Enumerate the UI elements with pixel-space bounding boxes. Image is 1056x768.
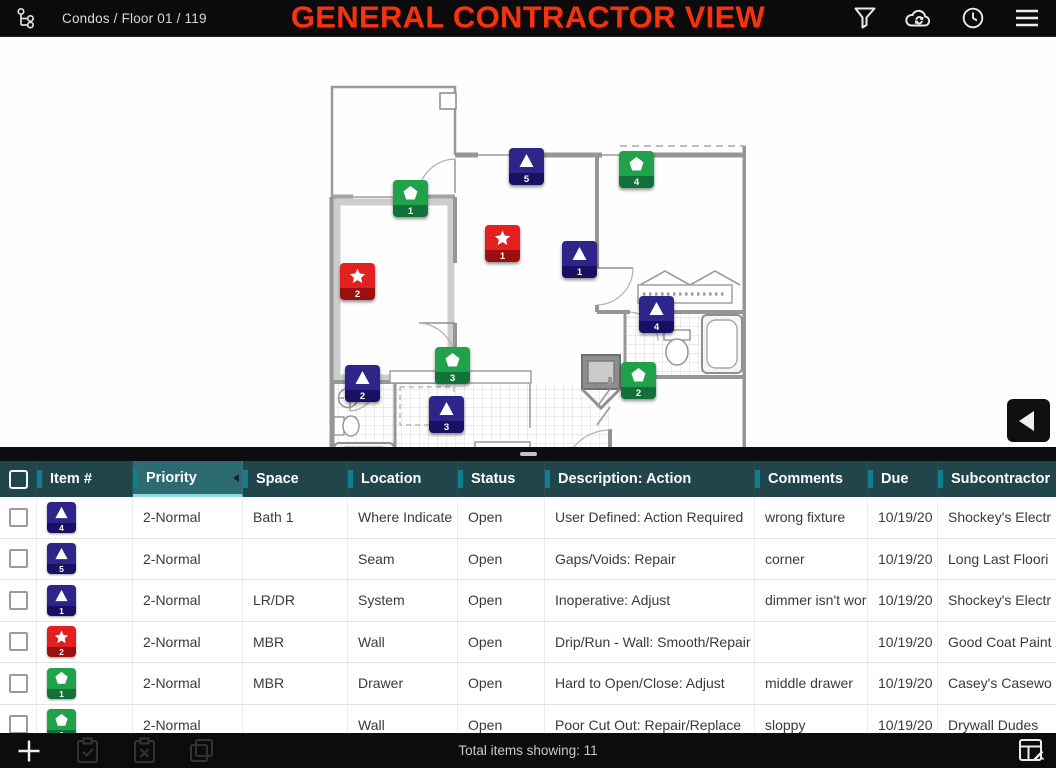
cell-due: 10/19/20 bbox=[868, 497, 938, 538]
cell-comments: corner bbox=[755, 539, 868, 580]
clipboard-x-icon[interactable] bbox=[129, 736, 159, 766]
select-all-checkbox-cell bbox=[0, 461, 37, 497]
pin-number: 3 bbox=[429, 421, 464, 433]
item-pin-triangle: 4 bbox=[47, 502, 76, 533]
column-header-description[interactable]: Description: Action bbox=[545, 461, 755, 497]
cell-location: System bbox=[348, 580, 458, 621]
select-all-checkbox[interactable] bbox=[9, 470, 28, 489]
plan-pin-pentagon-4[interactable] bbox=[619, 151, 654, 188]
filter-icon[interactable] bbox=[850, 3, 880, 33]
triangle-icon bbox=[345, 365, 380, 390]
item-pin-star: 2 bbox=[47, 626, 76, 657]
plan-pin-star-2[interactable] bbox=[340, 263, 375, 300]
pentagon-icon bbox=[47, 709, 76, 730]
cell-space: MBR bbox=[243, 663, 348, 704]
cell-subcontractor: Shockey's Electr bbox=[948, 509, 1052, 526]
column-header-priority[interactable]: Priority bbox=[133, 461, 243, 497]
column-header-location[interactable]: Location bbox=[348, 461, 458, 497]
star-icon bbox=[485, 225, 520, 250]
cell-status: Open bbox=[458, 663, 545, 704]
triangle-icon bbox=[47, 543, 76, 564]
cell-status: Open bbox=[458, 580, 545, 621]
column-accent bbox=[133, 469, 138, 487]
pin-number: 4 bbox=[639, 321, 674, 333]
cell-priority: 2-Normal bbox=[133, 622, 243, 663]
cell-due: 10/19/20 bbox=[868, 705, 938, 746]
column-header-subcontractor[interactable]: Subcontractor bbox=[938, 461, 1056, 497]
cell-description: Hard to Open/Close: Adjust bbox=[545, 663, 755, 704]
plan-pin-pentagon-1[interactable] bbox=[393, 180, 428, 217]
triangle-icon bbox=[509, 148, 544, 173]
plan-pin-triangle-1[interactable] bbox=[562, 241, 597, 278]
pentagon-icon bbox=[621, 362, 656, 387]
pin-number: 5 bbox=[509, 173, 544, 185]
cell-description: User Defined: Action Required bbox=[545, 497, 755, 538]
table-row[interactable] bbox=[0, 622, 1056, 664]
top-toolbar bbox=[0, 0, 1056, 37]
pane-divider bbox=[0, 447, 1056, 461]
cell-location: Where Indicate bbox=[348, 497, 458, 538]
cell-due: 10/19/20 bbox=[868, 580, 938, 621]
cell-location: Drawer bbox=[348, 663, 458, 704]
cell-location: Wall bbox=[348, 705, 458, 746]
column-accent bbox=[938, 470, 943, 488]
total-items-label: Total items showing: 11 bbox=[458, 743, 598, 758]
cell-subcontractor: Good Coat Paint bbox=[948, 633, 1052, 650]
duplicate-icon[interactable] bbox=[186, 736, 216, 766]
cell-priority: 2-Normal bbox=[133, 497, 243, 538]
column-header-status[interactable]: Status bbox=[458, 461, 545, 497]
row-checkbox[interactable] bbox=[9, 674, 28, 693]
column-accent bbox=[755, 470, 760, 488]
pin-number: 2 bbox=[345, 390, 380, 402]
cell-comments bbox=[755, 622, 868, 663]
cell-location: Seam bbox=[348, 539, 458, 580]
cell-priority: 2-Normal bbox=[133, 539, 243, 580]
hierarchy-icon[interactable] bbox=[12, 3, 42, 33]
triangle-icon bbox=[47, 502, 76, 523]
plan-pin-triangle-4[interactable] bbox=[639, 296, 674, 333]
item-pin-triangle: 5 bbox=[47, 543, 76, 574]
divider-drag-handle[interactable] bbox=[520, 452, 537, 456]
cell-due: 10/19/20 bbox=[868, 663, 938, 704]
pentagon-icon bbox=[619, 151, 654, 176]
cell-comments: sloppy bbox=[755, 705, 868, 746]
pin-number: 1 bbox=[393, 205, 428, 217]
menu-icon[interactable] bbox=[1012, 3, 1042, 33]
page-title: GENERAL CONTRACTOR VIEW bbox=[290, 0, 766, 35]
cell-space: MBR bbox=[243, 622, 348, 663]
cell-status: Open bbox=[458, 705, 545, 746]
chevron-left-icon bbox=[1019, 411, 1034, 431]
pin-number: 4 bbox=[619, 176, 654, 188]
plan-pin-triangle-5[interactable] bbox=[509, 148, 544, 185]
cell-description: Gaps/Voids: Repair bbox=[545, 539, 755, 580]
cell-status: Open bbox=[458, 497, 545, 538]
row-checkbox[interactable] bbox=[9, 591, 28, 610]
cell-description: Inoperative: Adjust bbox=[545, 580, 755, 621]
cell-space: LR/DR bbox=[243, 580, 348, 621]
pentagon-icon bbox=[393, 180, 428, 205]
cell-due: 10/19/20 bbox=[868, 622, 938, 663]
table-row[interactable] bbox=[0, 663, 1056, 705]
sort-caret-icon bbox=[233, 474, 239, 482]
cell-subcontractor: Shockey's Electr bbox=[948, 592, 1052, 609]
row-checkbox[interactable] bbox=[9, 715, 28, 734]
row-checkbox[interactable] bbox=[9, 632, 28, 651]
add-item-icon[interactable] bbox=[14, 736, 44, 766]
cloud-sync-icon[interactable] bbox=[904, 3, 934, 33]
plan-pin-star-1[interactable] bbox=[485, 225, 520, 262]
cell-description: Drip/Run - Wall: Smooth/Repair bbox=[545, 622, 755, 663]
plan-pin-triangle-2[interactable] bbox=[345, 365, 380, 402]
column-header-comments[interactable]: Comments bbox=[755, 461, 868, 497]
triangle-icon bbox=[562, 241, 597, 266]
items-table bbox=[0, 461, 1056, 746]
star-icon bbox=[340, 263, 375, 288]
pin-number: 1 bbox=[485, 250, 520, 262]
column-accent bbox=[37, 470, 42, 488]
cell-comments: middle drawer bbox=[755, 663, 868, 704]
star-icon bbox=[47, 626, 76, 647]
cell-description: Poor Cut Out: Repair/Replace bbox=[545, 705, 755, 746]
edit-columns-icon[interactable] bbox=[1016, 736, 1046, 766]
bottom-toolbar bbox=[0, 733, 1056, 768]
cell-space: Bath 1 bbox=[243, 497, 348, 538]
plan-pin-pentagon-2[interactable] bbox=[621, 362, 656, 399]
cell-subcontractor: Casey's Casewo bbox=[948, 675, 1052, 692]
table-header-row bbox=[0, 461, 1056, 497]
column-accent bbox=[348, 470, 353, 488]
item-pin-pentagon: 1 bbox=[47, 668, 76, 699]
plan-pin-pentagon-3[interactable] bbox=[435, 347, 470, 384]
pin-number: 3 bbox=[435, 372, 470, 384]
pin-number: 2 bbox=[340, 288, 375, 300]
cell-status: Open bbox=[458, 539, 545, 580]
column-header-item[interactable]: Item # bbox=[37, 461, 133, 497]
column-header-space[interactable]: Space bbox=[243, 461, 348, 497]
cell-space bbox=[243, 539, 348, 580]
triangle-icon bbox=[47, 585, 76, 606]
cell-status: Open bbox=[458, 622, 545, 663]
column-accent bbox=[868, 470, 873, 488]
row-checkbox[interactable] bbox=[9, 549, 28, 568]
cell-subcontractor: Long Last Floori bbox=[948, 550, 1049, 567]
pin-number: 1 bbox=[562, 266, 597, 278]
cell-comments: wrong fixture bbox=[755, 497, 868, 538]
triangle-icon bbox=[639, 296, 674, 321]
column-header-due[interactable]: Due bbox=[868, 461, 938, 497]
column-accent bbox=[545, 470, 550, 488]
row-checkbox[interactable] bbox=[9, 508, 28, 527]
item-pin-triangle: 1 bbox=[47, 585, 76, 616]
column-accent bbox=[458, 470, 463, 488]
collapse-panel-button[interactable] bbox=[1007, 399, 1050, 442]
clipboard-check-icon[interactable] bbox=[72, 736, 102, 766]
pentagon-icon bbox=[47, 668, 76, 689]
table-row[interactable] bbox=[0, 580, 1056, 622]
floor-plan bbox=[320, 83, 746, 483]
table-row[interactable] bbox=[0, 497, 1056, 539]
table-row[interactable] bbox=[0, 539, 1056, 581]
cell-subcontractor: Drywall Dudes bbox=[948, 716, 1039, 733]
cell-due: 10/19/20 bbox=[868, 539, 938, 580]
cell-location: Wall bbox=[348, 622, 458, 663]
breadcrumb[interactable]: Condos / Floor 01 / 119 bbox=[62, 10, 207, 26]
history-clock-icon[interactable] bbox=[958, 3, 988, 33]
cell-priority: 2-Normal bbox=[133, 580, 243, 621]
triangle-icon bbox=[429, 396, 464, 421]
cell-priority: 2-Normal bbox=[133, 663, 243, 704]
column-accent bbox=[243, 470, 248, 488]
pin-number: 2 bbox=[621, 387, 656, 399]
floor-plan-area bbox=[0, 37, 1056, 447]
pentagon-icon bbox=[435, 347, 470, 372]
plan-pin-triangle-3[interactable] bbox=[429, 396, 464, 433]
cell-comments: dimmer isn't wor bbox=[755, 580, 868, 621]
cell-priority: 2-Normal bbox=[133, 705, 243, 746]
